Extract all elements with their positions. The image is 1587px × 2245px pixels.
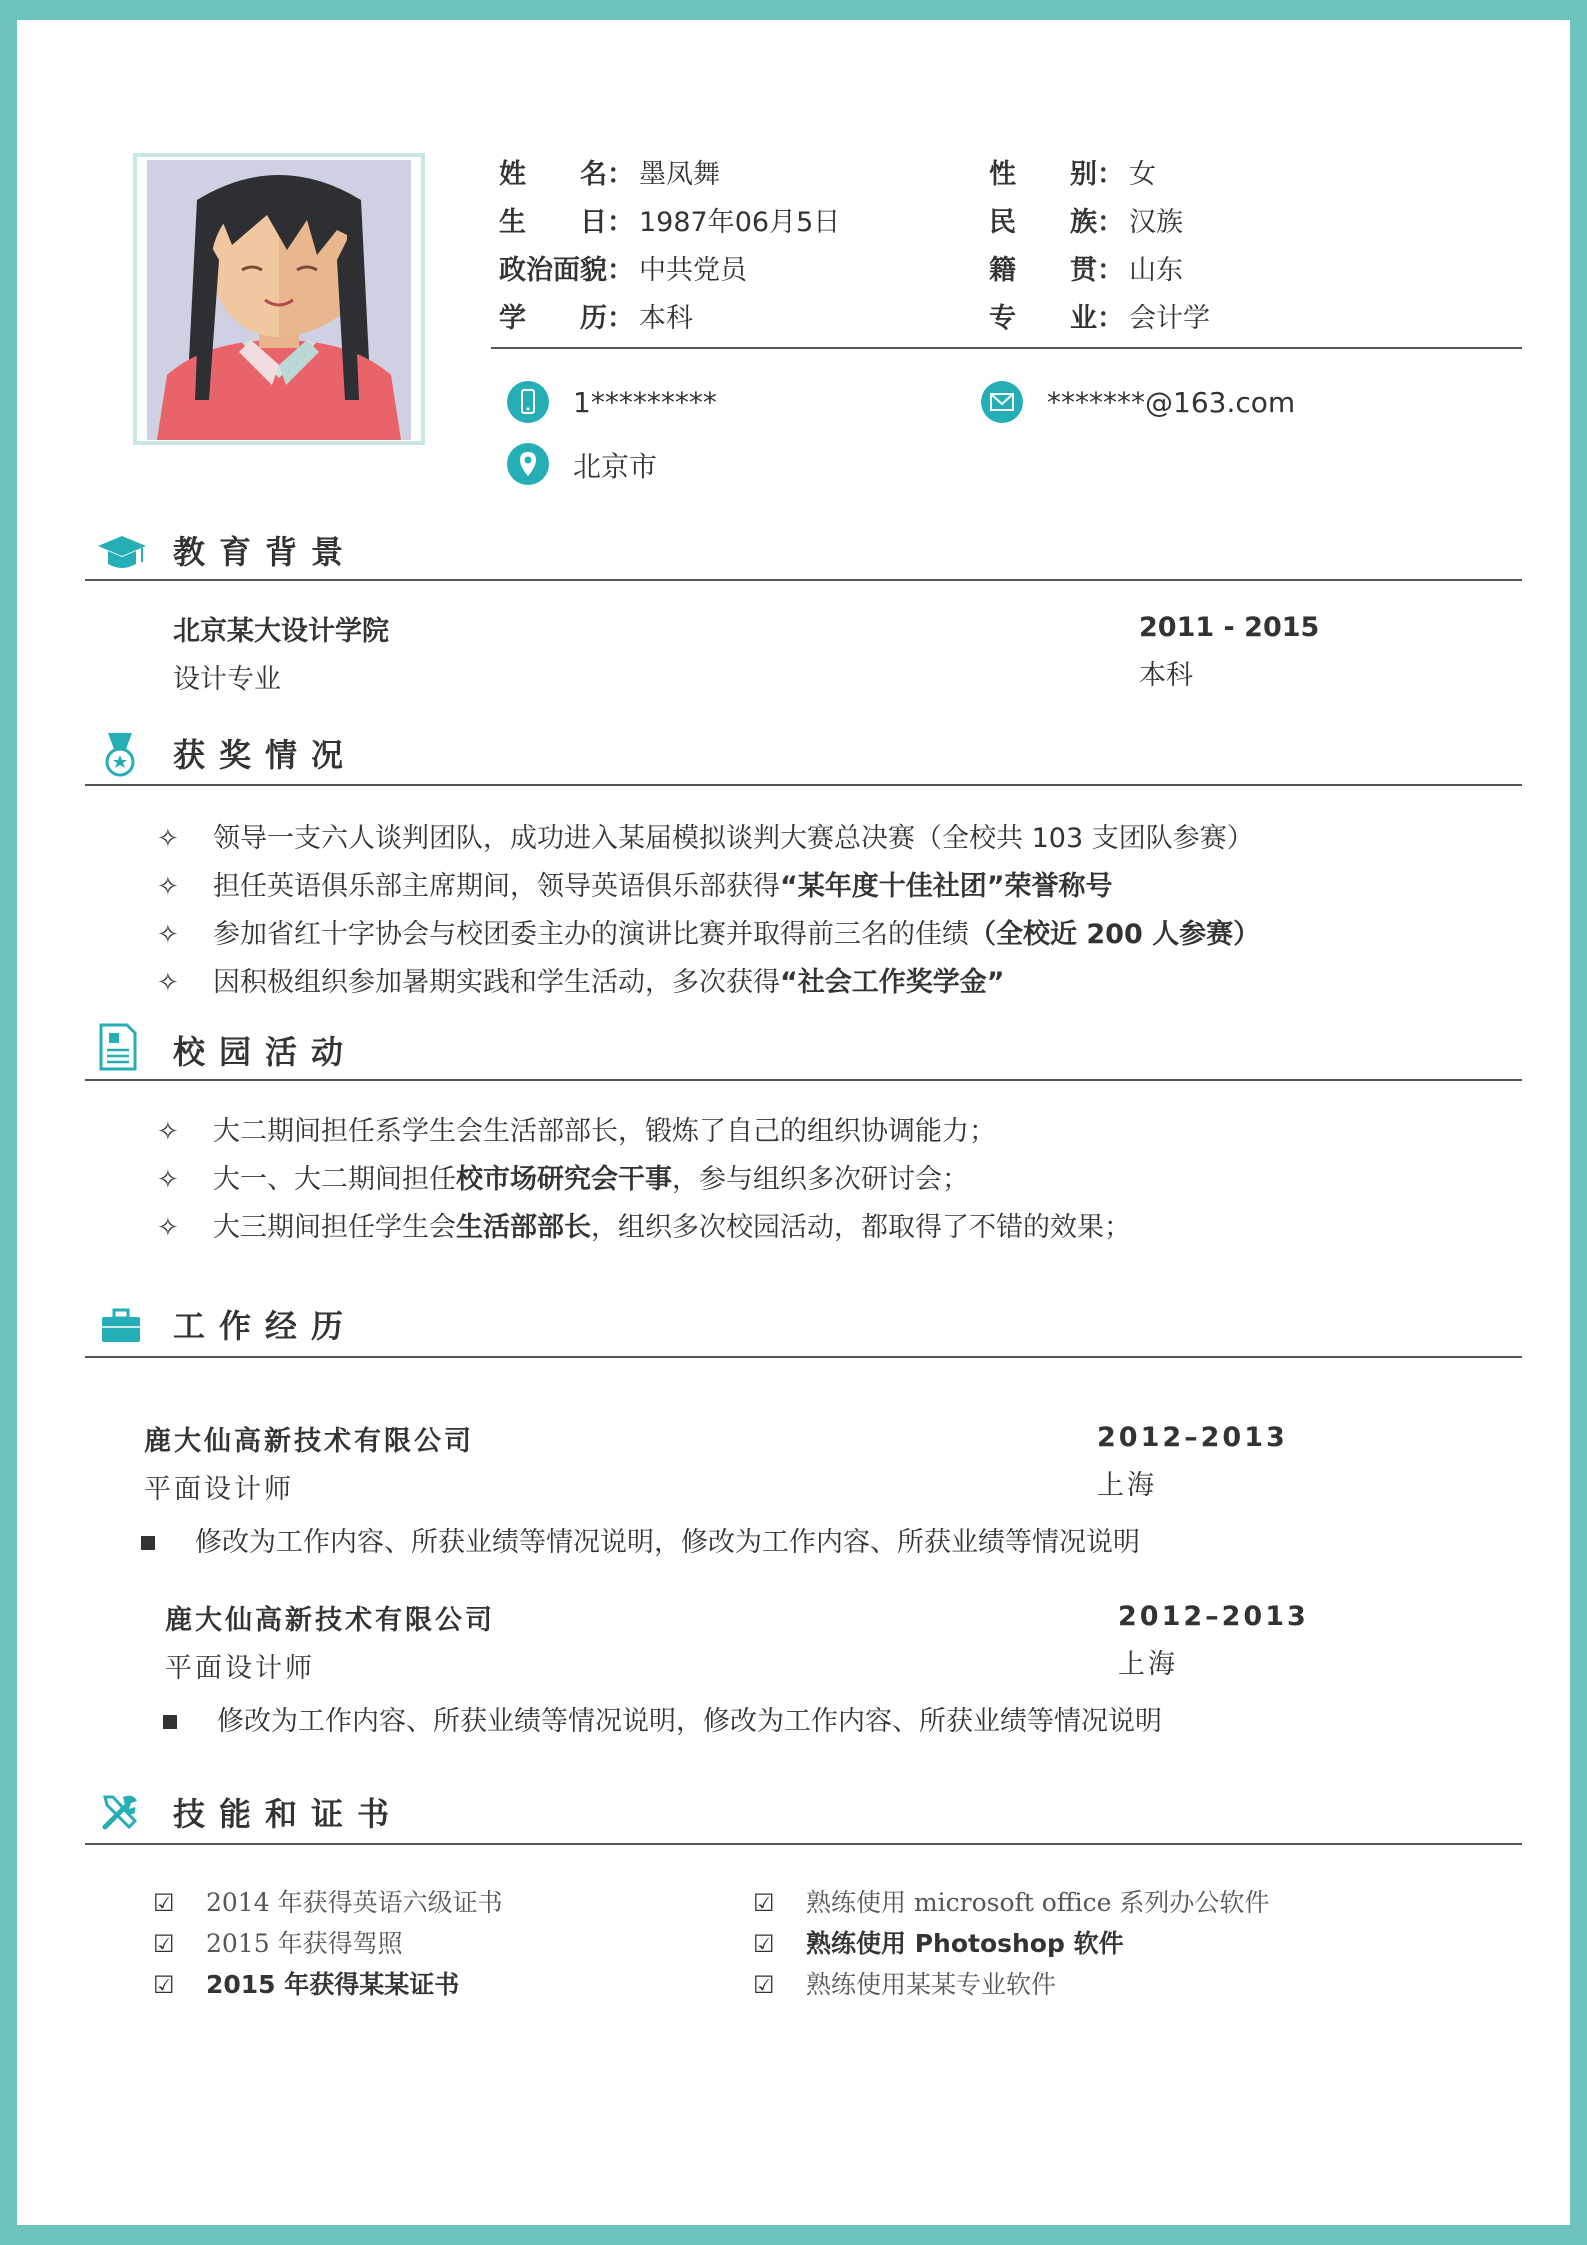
job-city: 上海 (1118, 1649, 1178, 1680)
award-item: 因积极组织参加暑期实践和学生活动，多次获得“社会工作奖学金” (213, 967, 1005, 998)
campus-bullet: ✧ (157, 1117, 179, 1147)
location-text: 北京市 (573, 450, 658, 483)
resume-page (17, 20, 1570, 2225)
skills-section-title: 技能和证书 (173, 1795, 404, 1833)
awards-section-title: 获奖情况 (173, 736, 358, 774)
location-icon (507, 443, 549, 485)
info-gender: 性 别： 女 (989, 159, 1156, 190)
info-major: 专 业： 会计学 (989, 303, 1210, 334)
skill-item: 熟练使用 Photoshop 软件 (806, 1929, 1124, 1958)
graduation-cap-icon (96, 532, 148, 578)
award-item: 领导一支六人谈判团队，成功进入某届模拟谈判大赛总决赛（全校共 103 支团队参赛） (213, 823, 1254, 854)
phone-icon (507, 381, 549, 423)
skill-item: 熟练使用某某专业软件 (806, 1970, 1057, 1999)
education-school: 北京某大设计学院 (173, 616, 389, 647)
job-bullet (163, 1715, 177, 1729)
info-name: 姓 名： 墨凤舞 (499, 159, 720, 190)
job-city: 上海 (1097, 1470, 1157, 1501)
info-birth: 生 日： 1987年06月5日 (499, 207, 841, 238)
job-description: 修改为工作内容、所获业绩等情况说明，修改为工作内容、所获业绩等情况说明 (195, 1527, 1140, 1558)
work-divider (85, 1356, 1522, 1358)
avatar-illustration (147, 160, 411, 440)
campus-bullet: ✧ (157, 1165, 179, 1195)
skill-checkbox: ☑ (753, 1930, 775, 1958)
education-divider (85, 579, 1522, 581)
briefcase-icon (101, 1308, 141, 1348)
skill-item: 2015 年获得某某证书 (206, 1970, 460, 1999)
job-description: 修改为工作内容、所获业绩等情况说明，修改为工作内容、所获业绩等情况说明 (217, 1706, 1162, 1737)
award-bullet: ✧ (157, 920, 179, 950)
profile-divider (491, 347, 1522, 349)
email-address: *******@163.com (1047, 386, 1296, 419)
education-years: 2011 - 2015 (1139, 612, 1320, 643)
job-bullet (141, 1536, 155, 1550)
award-item: 参加省红十字协会与校团委主办的演讲比赛并取得前三名的佳绩（全校近 200 人参赛） (213, 919, 1261, 950)
job-role: 平面设计师 (165, 1653, 315, 1684)
skill-checkbox: ☑ (153, 1889, 175, 1917)
education-major: 设计专业 (173, 664, 281, 695)
skill-item: 2015 年获得驾照 (206, 1929, 403, 1958)
profile-photo (133, 153, 425, 445)
campus-bullet: ✧ (157, 1213, 179, 1243)
info-education: 学 历： 本科 (499, 303, 693, 334)
award-item: 担任英语俱乐部主席期间，领导英语俱乐部获得“某年度十佳社团”荣誉称号 (213, 871, 1113, 902)
campus-item: 大二期间担任系学生会生活部部长，锻炼了自己的组织协调能力； (213, 1116, 996, 1147)
job-company: 鹿大仙高新技术有限公司 (144, 1426, 474, 1457)
job-company: 鹿大仙高新技术有限公司 (165, 1605, 495, 1636)
tools-icon (99, 1791, 141, 1837)
skill-checkbox: ☑ (153, 1930, 175, 1958)
award-bullet: ✧ (157, 968, 179, 998)
skill-item: 熟练使用 microsoft office 系列办公软件 (806, 1888, 1270, 1917)
award-bullet: ✧ (157, 824, 179, 854)
job-role: 平面设计师 (144, 1474, 294, 1505)
info-native: 籍 贯： 山东 (989, 255, 1183, 286)
job-years: 2012–2013 (1097, 1422, 1288, 1453)
skill-checkbox: ☑ (153, 1971, 175, 1999)
awards-divider (85, 784, 1522, 786)
medal-icon (100, 731, 140, 783)
work-section-title: 工作经历 (173, 1307, 358, 1345)
info-politics: 政治面貌： 中共党员 (499, 255, 747, 286)
info-ethnic: 民 族： 汉族 (989, 207, 1183, 238)
skill-checkbox: ☑ (753, 1889, 775, 1917)
job-years: 2012–2013 (1118, 1601, 1309, 1632)
skill-item: 2014 年获得英语六级证书 (206, 1888, 503, 1917)
skills-divider (85, 1843, 1522, 1845)
education-degree: 本科 (1139, 660, 1193, 691)
skill-checkbox: ☑ (753, 1971, 775, 1999)
campus-section-title: 校园活动 (173, 1033, 358, 1071)
phone-number: 1********* (573, 386, 717, 419)
campus-item: 大一、大二期间担任校市场研究会干事，参与组织多次研讨会； (213, 1164, 969, 1195)
award-bullet: ✧ (157, 872, 179, 902)
education-section-title: 教育背景 (173, 533, 358, 571)
campus-item: 大三期间担任学生会生活部部长，组织多次校园活动，都取得了不错的效果； (213, 1212, 1131, 1243)
campus-divider (85, 1079, 1522, 1081)
document-icon (97, 1023, 139, 1075)
email-icon (981, 381, 1023, 423)
